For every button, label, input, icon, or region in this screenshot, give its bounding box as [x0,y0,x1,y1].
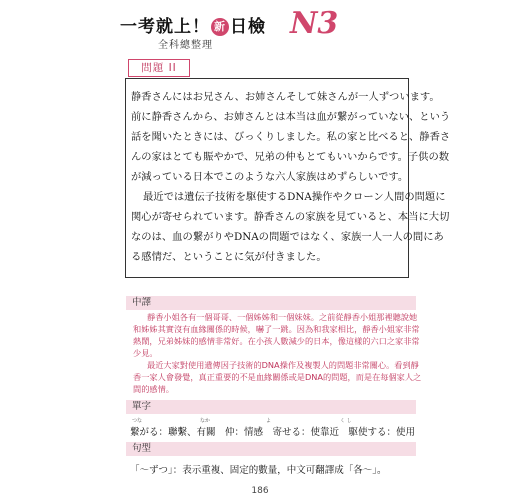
vocab-header [126,400,416,414]
passage-line-7: 関心が寄せられています。静香さんの家族を見ていると、本当に大切 [131,211,450,223]
book-title [120,6,400,52]
passage-line-6: 最近では遺伝子技術を駆使するDNA操作やクローン人間の問題に [143,191,446,203]
page-number: 186 [251,486,269,496]
passage-line-8: なのは、血の繋がりやDNAの問題ではなく、家族一人一人の間にあ [131,231,444,243]
book-subtitle: 全科總整理 [158,40,213,51]
grammar-line: 「～ずつ」：表示重複、固定的數量，中文可翻譯成「各～」。 [130,465,387,476]
title-part2: 日檢 [230,17,266,37]
passage-line-9: る感情だ、ということに気が付きました。 [131,251,327,263]
translation-line-1: 靜香小姐各有一個哥哥、一個姊姊和一個妹妹。之前從靜香小姐那裡聽說她 [147,312,418,322]
translation-line-5: 最近大家對使用遺傳因子技術的DNA操作及複製人的問題非常關心。看到靜 [147,360,419,370]
translation-label: 中譯 [132,297,152,308]
passage-line-1: 静香さんにはお兄さん、お姉さんそして妹さんが一人ずついます。 [131,91,440,103]
grammar-header [126,442,416,456]
passage-line-2: 前に静香さんから、お姉さんとは本当は血が繋がっていない、という [131,111,451,123]
passage-line-4: んの家はとても賑やかで、兄弟の仲もとてもいいからです。子供の数 [131,151,450,163]
vocab-label: 單字 [132,401,152,412]
vocab-readings [130,417,420,424]
passage-line-5: が減っている日本でこのような六人家族はめずらしいです。 [131,171,409,183]
vocab-reading-2: なか [200,418,211,424]
passage-line-3: 話を聞いたときには、びっくりしました。私の家と比べると、静香さ [131,131,451,143]
vocab-line: 繋がる：聯繫、有關 仲：情感 寄せる：使靠近 駆使する：使用 [130,427,416,438]
translation-line-3: 熱鬧，兄弟姊妹的感情非常好。在小孩人數減少的日本，像這樣的六口之家非常 [133,336,420,346]
title-part1: 一考就上！ [120,17,210,37]
translation-line-7: 間的感情。 [133,384,174,394]
translation-line-4: 少見。 [133,348,158,358]
vocab-reading-1: つな [132,418,143,424]
level-badge: N3 [290,6,339,41]
title-circle-badge: 新 [211,18,229,36]
translation-header [126,296,416,310]
book-title-main [120,12,266,37]
vocab-reading-3: よ [266,418,272,424]
vocab-reading-4: く し [340,418,352,424]
grammar-label: 句型 [132,443,152,454]
translation-line-6: 香一家人會發覺，真正重要的不是血緣關係或是DNA的問題，而是在每個家人之 [133,372,422,382]
translation-line-2: 和姊姊其實沒有血緣關係的時候，嚇了一跳。因為和我家相比，靜香小姐家非常 [133,324,420,334]
question-label: 問題 II [128,59,190,77]
